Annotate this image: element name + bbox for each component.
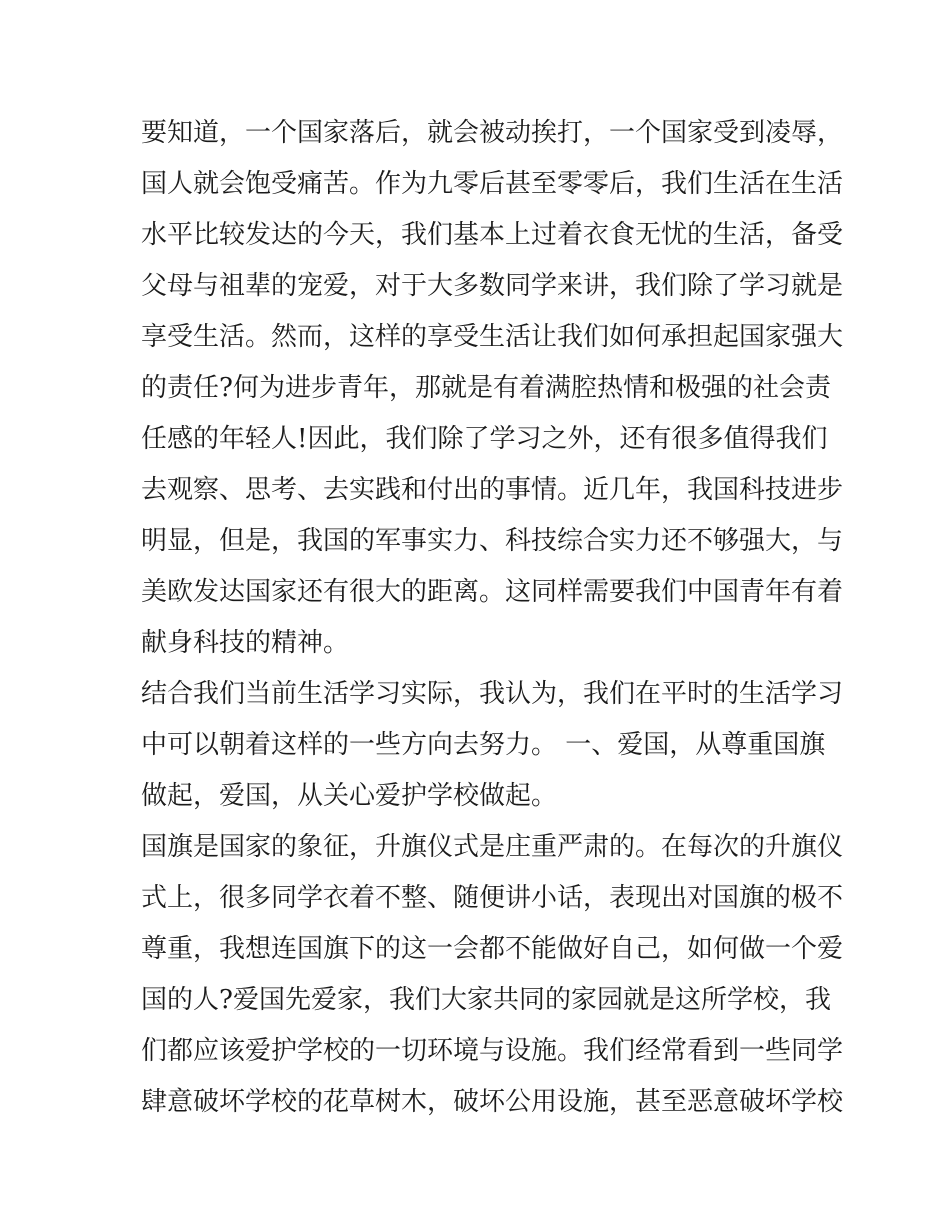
text-line: 中可以朝着这样的一些方向去努力。 一、爱国，从尊重国旗 xyxy=(141,730,826,760)
text-line: 国人就会饱受痛苦。作为九零后甚至零零后，我们生活在生活 xyxy=(141,169,844,199)
text-line: 要知道，一个国家落后，就会被动挨打，一个国家受到凌辱， xyxy=(141,118,844,148)
text-line: 水平比较发达的今天，我们基本上过着衣食无忧的生活，备受 xyxy=(141,220,844,250)
text-line: 国旗是国家的象征，升旗仪式是庄重严肃的。在每次的升旗仪 xyxy=(141,832,844,862)
text-line: 美欧发达国家还有很大的距离。这同样需要我们中国青年有着 xyxy=(141,577,844,607)
text-line: 献身科技的精神。 xyxy=(141,628,350,658)
text-line: 结合我们当前生活学习实际，我认为，我们在平时的生活学习 xyxy=(141,679,844,709)
text-line: 肆意破坏学校的花草树木，破坏公用设施，甚至恶意破坏学校 xyxy=(141,1087,844,1117)
text-line: 享受生活。然而，这样的享受生活让我们如何承担起国家强大 xyxy=(141,322,844,352)
text-line: 去观察、思考、去实践和付出的事情。近几年，我国科技进步 xyxy=(141,475,844,505)
text-line: 任感的年轻人!因此，我们除了学习之外，还有很多值得我们 xyxy=(141,424,828,454)
body-text xyxy=(141,108,844,1128)
text-line: 式上，很多同学衣着不整、随便讲小话，表现出对国旗的极不 xyxy=(141,883,844,913)
text-line: 父母与祖辈的宠爱，对于大多数同学来讲，我们除了学习就是 xyxy=(141,271,844,301)
text-line: 明显，但是，我国的军事实力、科技综合实力还不够强大，与 xyxy=(141,526,844,556)
text-line: 国的人?爱国先爱家，我们大家共同的家园就是这所学校，我 xyxy=(141,985,831,1015)
paragraph-2 xyxy=(141,669,844,822)
text-line: 做起，爱国，从关心爱护学校做起。 xyxy=(141,781,558,811)
text-line: 的责任?何为进步青年，那就是有着满腔热情和极强的社会责 xyxy=(141,373,831,403)
paragraph-3 xyxy=(141,822,844,1128)
text-line: 尊重，我想连国旗下的这一会都不能做好自己，如何做一个爱 xyxy=(141,934,844,964)
text-line: 们都应该爱护学校的一切环境与设施。我们经常看到一些同学 xyxy=(141,1036,844,1066)
paragraph-1 xyxy=(141,108,844,669)
